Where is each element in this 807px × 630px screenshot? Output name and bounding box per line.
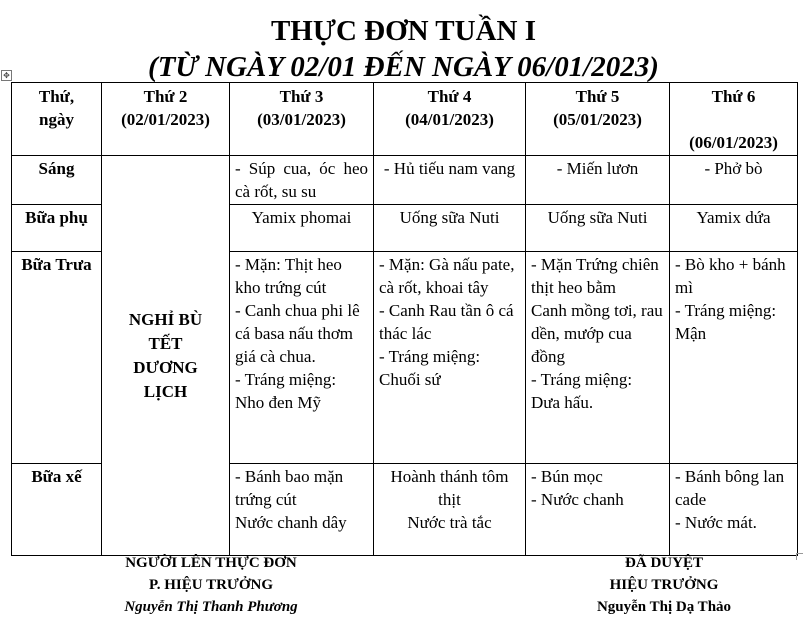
holiday-cell: NGHỈ BÙ TẾT DƯƠNG LỊCH xyxy=(102,156,230,556)
signature-right-position: HIỆU TRƯỞNG xyxy=(609,577,719,593)
row-label-lunch: Bữa Trưa xyxy=(12,252,102,464)
table-resize-handle[interactable] xyxy=(796,553,803,560)
list-item: - Tráng miệng: Mận xyxy=(675,301,777,343)
breakfast-thursday: - Miến lươn xyxy=(526,156,670,205)
list-item: - Mặn: Thịt heo kho trứng cút xyxy=(235,255,342,297)
row-breakfast xyxy=(12,156,798,205)
signature-right-title: ĐÃ DUYỆT xyxy=(625,555,703,571)
table-move-handle-icon[interactable]: ✥ xyxy=(1,70,12,81)
list-item: - Tráng miệng: Chuối sứ xyxy=(379,347,481,389)
list-item: Nước trà tắc xyxy=(407,513,492,532)
list-item: - Bánh bao mặn trứng cút xyxy=(235,467,344,509)
afternoon-wednesday xyxy=(374,464,526,556)
header-wednesday: Thứ 4 (04/01/2023) xyxy=(374,83,526,156)
list-item: - Bò kho + bánh mì xyxy=(675,255,786,297)
lunch-friday xyxy=(670,252,798,464)
afternoon-friday xyxy=(670,464,798,556)
breakfast-friday: - Phở bò xyxy=(670,156,798,205)
header-monday: Thứ 2 (02/01/2023) xyxy=(102,83,230,156)
header-day-label: Thứ, ngày xyxy=(12,83,102,156)
snack-tuesday: Yamix phomai xyxy=(230,205,374,252)
row-label-breakfast: Sáng xyxy=(12,156,102,205)
signature-left-position: P. HIỆU TRƯỞNG xyxy=(148,577,274,593)
lunch-wednesday xyxy=(374,252,526,464)
lunch-tuesday xyxy=(230,252,374,464)
list-item: - Bún mọc xyxy=(531,467,603,486)
signature-block-left xyxy=(95,552,327,618)
list-item: - Mặn Trứng chiên thịt heo bằm xyxy=(531,255,659,297)
header-thursday: Thứ 5 (05/01/2023) xyxy=(526,83,670,156)
list-item: - Tráng miệng: Dưa hấu. xyxy=(531,370,633,412)
list-item: - Nước mát. xyxy=(675,513,757,532)
list-item: - Bánh bông lan cade xyxy=(675,467,785,509)
signature-right-name: Nguyễn Thị Dạ Thảo xyxy=(596,599,732,615)
lunch-thursday xyxy=(526,252,670,464)
row-label-afternoon: Bữa xế xyxy=(12,464,102,556)
list-item: - Mặn: Gà nấu pate, cà rốt, khoai tây xyxy=(379,255,515,297)
breakfast-tuesday: - Súp cua, óc heo cà rốt, su su xyxy=(230,156,374,205)
list-item: - Tráng miệng: Nho đen Mỹ xyxy=(235,370,337,412)
list-item: Nước chanh dây xyxy=(235,513,347,532)
menu-title: THỰC ĐƠN TUẦN I xyxy=(270,15,537,47)
signature-left-title: NGƯỜI LÊN THỰC ĐƠN xyxy=(125,555,297,571)
signature-left-name: Nguyễn Thị Thanh Phương xyxy=(124,599,298,615)
afternoon-tuesday xyxy=(230,464,374,556)
menu-date-range: (TỪ NGÀY 02/01 ĐẾN NGÀY 06/01/2023) xyxy=(148,51,659,83)
snack-thursday: Uống sữa Nuti xyxy=(526,205,670,252)
snack-wednesday: Uống sữa Nuti xyxy=(374,205,526,252)
header-tuesday: Thứ 3 (03/01/2023) xyxy=(230,83,374,156)
list-item: - Canh chua phi lê cá basa nấu thơm giá cà chua. xyxy=(235,301,360,366)
snack-friday: Yamix dứa xyxy=(670,205,798,252)
list-item: Hoành thánh tôm thịt xyxy=(390,467,509,509)
list-item: Canh mồng tơi, rau dền, mướp cua đồng xyxy=(531,301,663,366)
signature-block-right xyxy=(564,552,764,618)
weekly-menu-table xyxy=(11,82,798,556)
list-item: - Canh Rau tần ô cá thác lác xyxy=(379,301,514,343)
breakfast-wednesday: - Hủ tiếu nam vang xyxy=(374,156,526,205)
header-friday: Thứ 6 (06/01/2023) xyxy=(670,83,798,156)
afternoon-thursday xyxy=(526,464,670,556)
list-item: - Nước chanh xyxy=(531,490,624,509)
row-label-snack: Bữa phụ xyxy=(12,205,102,252)
header-row xyxy=(12,83,798,156)
